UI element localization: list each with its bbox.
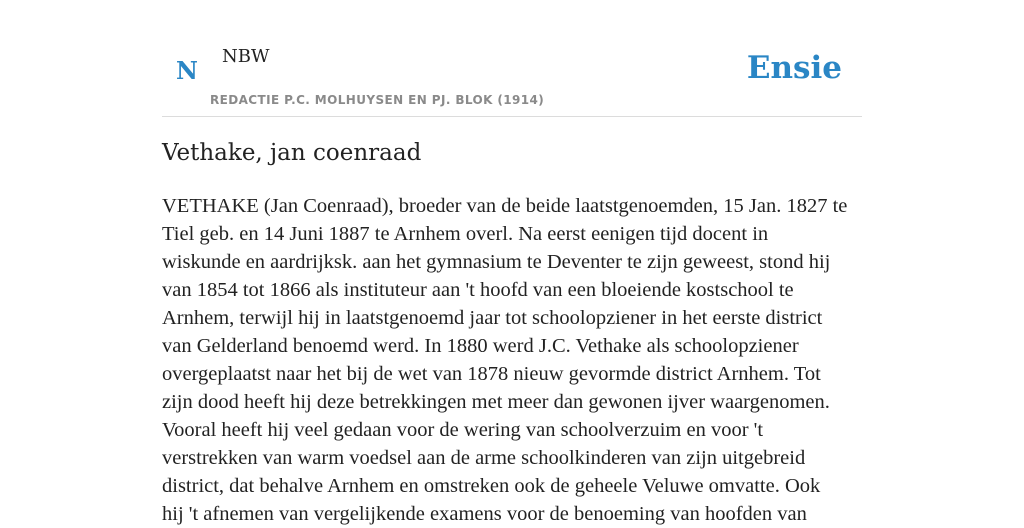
entry-line: VETHAKE (Jan Coenraad), broeder van de beide laatstgenoemden, 15 Jan. 1827 te xyxy=(162,195,848,217)
entry-line: Tiel geb. en 14 Juni 1887 te Arnhem overl. Na eerst eenigen tijd docent in xyxy=(162,223,769,245)
entry-body xyxy=(162,192,862,528)
entry-line: Vooral heeft hij veel gedaan voor de wering van schoolverzuim en voor 't xyxy=(162,419,764,441)
entry-line: zijn dood heeft hij deze betrekkingen met meer dan gewonen ijver waargenomen. xyxy=(162,391,830,413)
entry-line: hij 't afnemen van vergelijkende examens voor de benoeming van hoofden van xyxy=(162,503,807,525)
entry-title: Vethake, jan coenraad xyxy=(162,140,422,166)
entry-line: overgeplaatst naar het bij de wet van 1878 nieuw gevormde district Arnhem. Tot xyxy=(162,363,821,385)
entry-line: verstrekken van warm voedsel aan de arme schoolkinderen van zijn uitgebreid xyxy=(162,447,806,469)
source-title: NBW xyxy=(222,46,270,67)
entry-line: district, dat behalve Arnhem en omstreken ook de geheele Veluwe omvatte. Ook xyxy=(162,475,821,497)
source-subtitle: REDACTIE P.C. MOLHUYSEN EN PJ. BLOK (1914) xyxy=(210,93,545,107)
ensie-logo-link[interactable]: Ensie xyxy=(746,50,842,86)
entry-line: van Gelderland benoemd werd. In 1880 werd J.C. Vethake als schoolopziener xyxy=(162,335,799,357)
entry-line: Arnhem, terwijl hij in laatstgenoemd jaar tot schoolopziener in het eerste district xyxy=(162,307,823,329)
entry-line: wiskunde en aardrijksk. aan het gymnasium te Deventer te zijn geweest, stond hij xyxy=(162,251,831,273)
source-logo: N xyxy=(176,56,198,85)
header xyxy=(162,0,862,117)
entry-line: van 1854 tot 1866 als instituteur aan 't hoofd van een bloeiende kostschool te xyxy=(162,279,794,301)
